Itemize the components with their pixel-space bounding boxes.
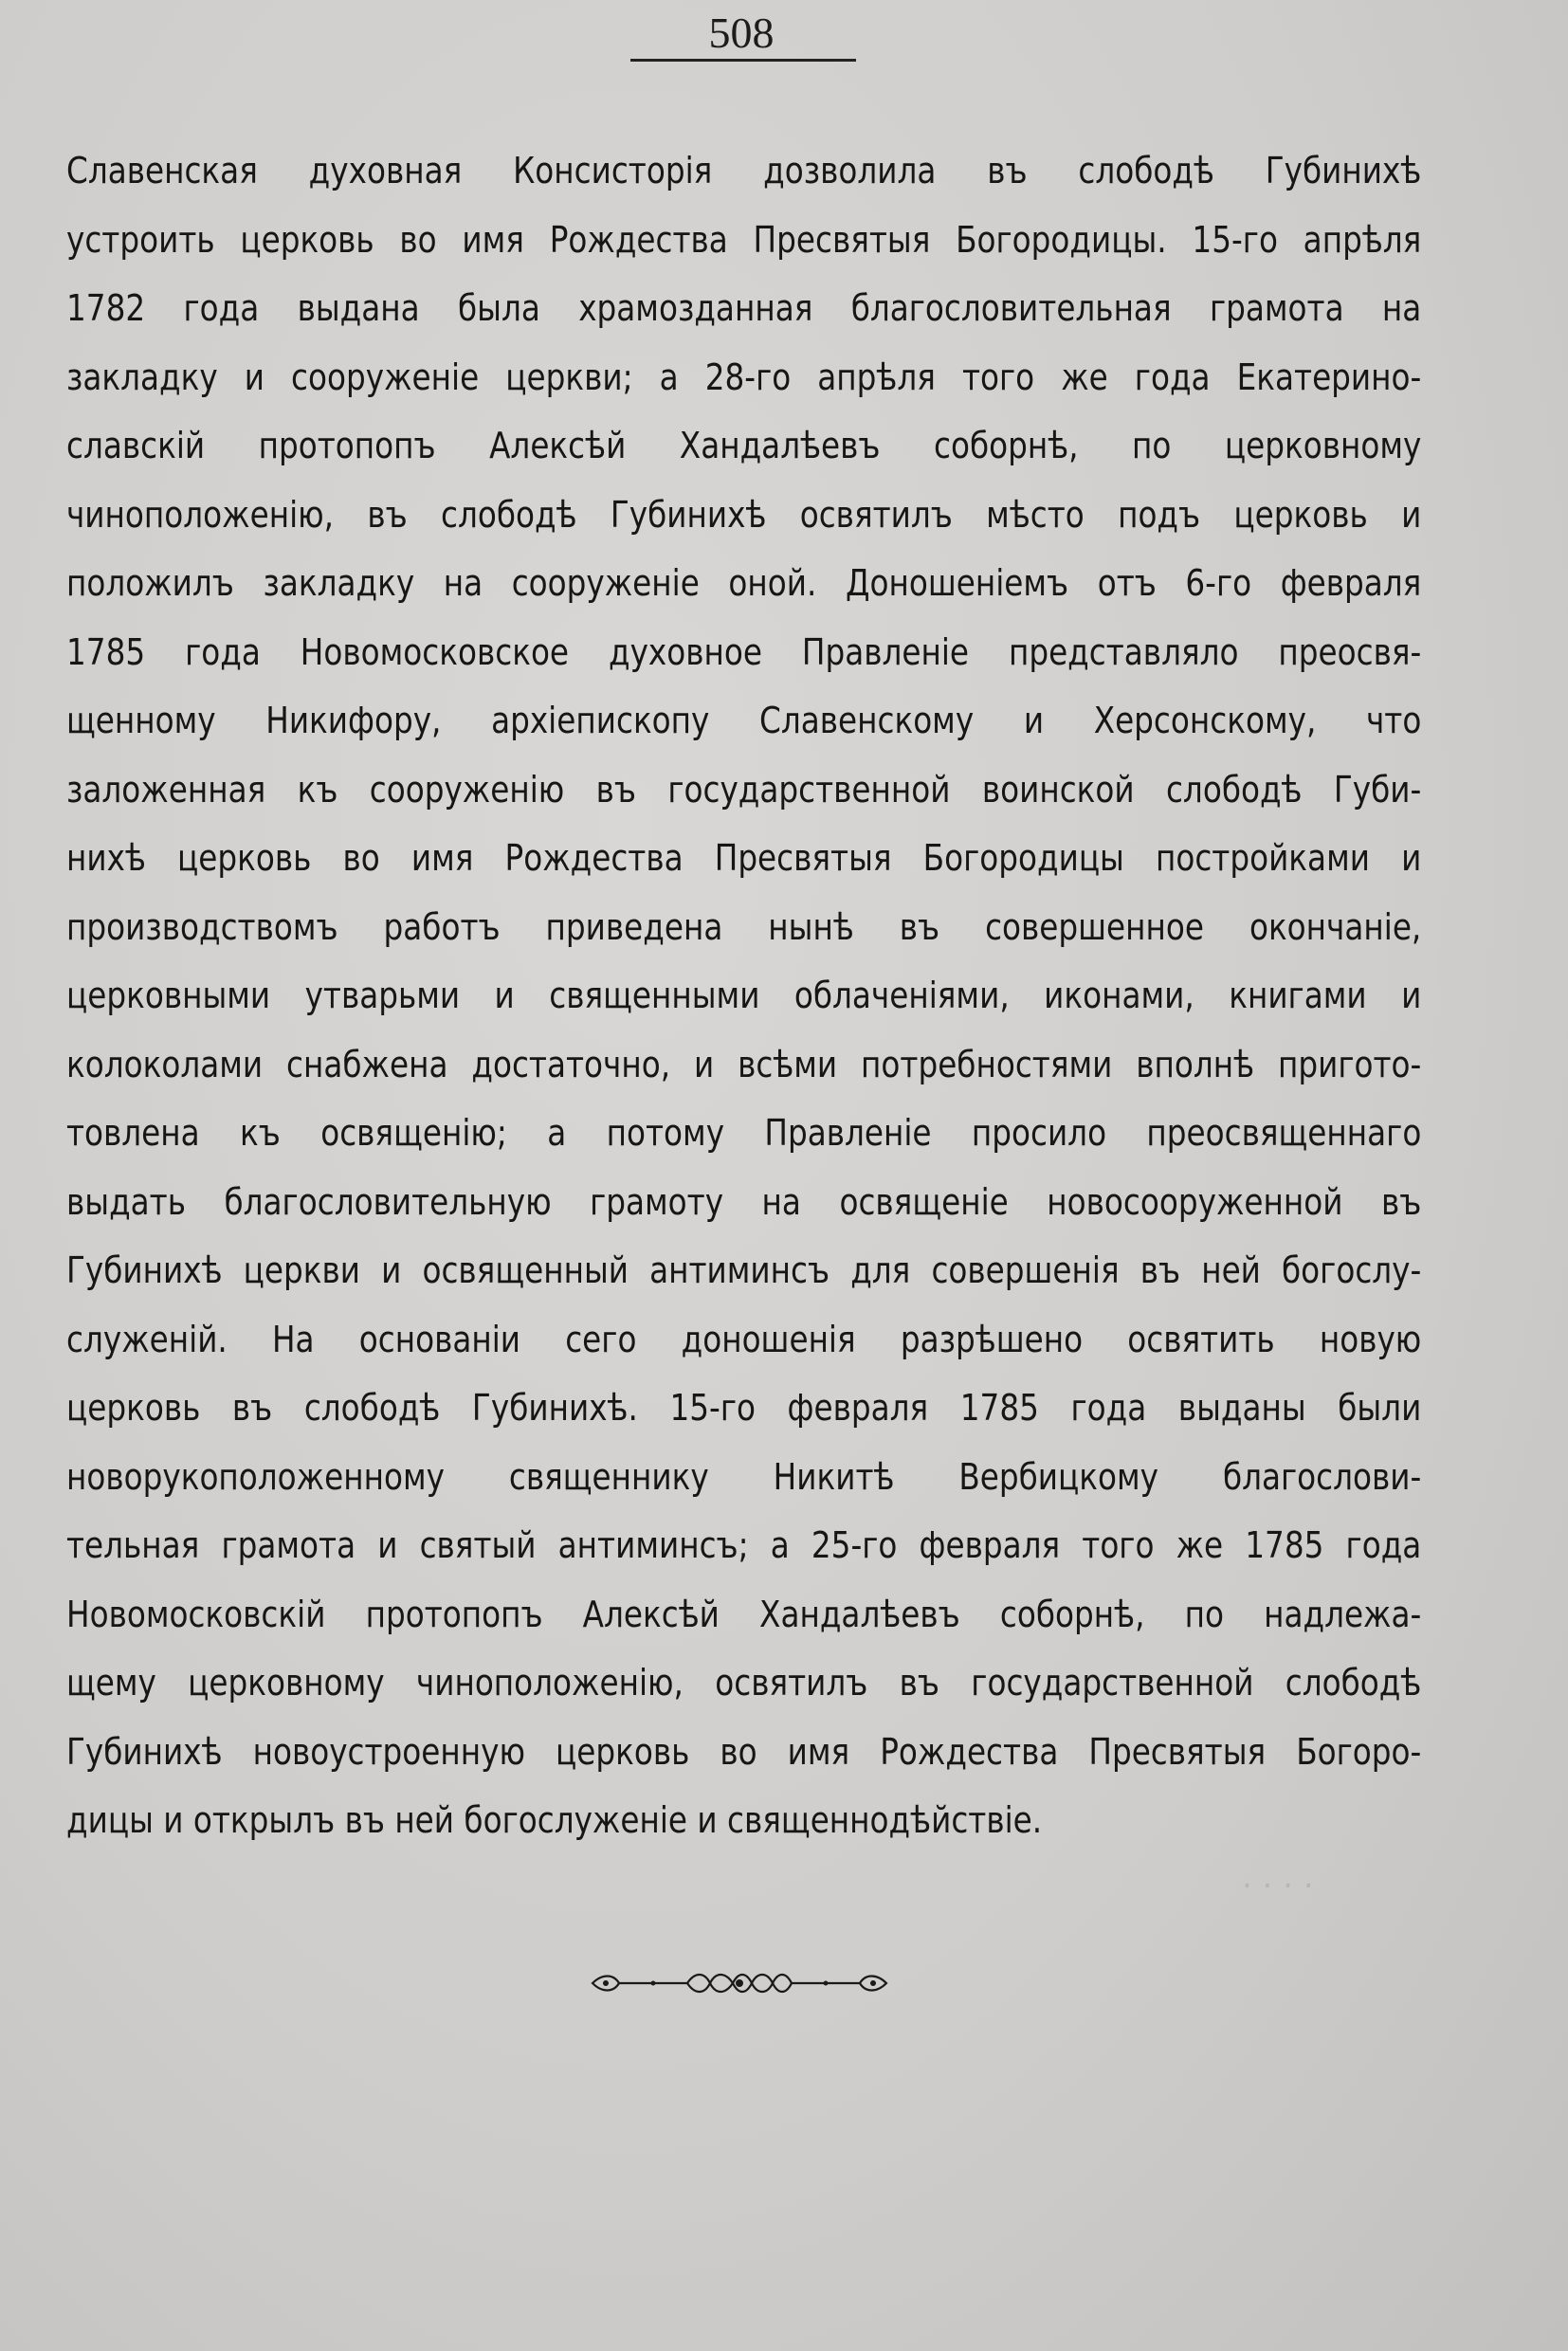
page-number: 508 <box>708 9 775 57</box>
text-line: тельная грамота и святый антиминсъ; а 25-го февраля того же 1785 года <box>66 1524 1422 1566</box>
text-line: служеній. На основаніи сего доношенія разрѣшено освятить новую <box>66 1318 1422 1360</box>
text-line: товлена къ освященію; а потому Правленіе просило преосвященнаго <box>66 1112 1422 1154</box>
ornament-divider-icon <box>583 1964 896 2002</box>
text-line: щенному Никифору, архіепископу Славенскому и Херсонскому, что <box>66 700 1422 741</box>
text-line: щему церковному чиноположенію, освятилъ въ государственной слободѣ <box>66 1662 1422 1704</box>
text-line: Славенская духовная Консисторія дозволила въ слободѣ Губинихѣ <box>66 150 1422 191</box>
text-line: чиноположенію, въ слободѣ Губинихѣ освятилъ мѣсто подъ церковь и <box>66 493 1422 536</box>
text-line: нихѣ церковь во имя Рождества Пресвятыя Богородицы постройками и <box>66 837 1422 879</box>
body-paragraph <box>66 137 1421 1855</box>
text-line: заложенная къ сооруженію въ государственной воинской слободѣ Губи- <box>66 768 1422 811</box>
text-line: устроить церковь во имя Рождества Пресвятыя Богородицы. 15-го апрѣля <box>66 218 1422 261</box>
text-line: выдать благословительную грамоту на освященіе новосооруженной въ <box>66 1180 1422 1223</box>
text-line: Новомосковскій протопопъ Алексѣй Хандалѣевъ соборнѣ, по надлежа- <box>66 1593 1422 1635</box>
text-line: Губинихѣ новоустроенную церковь во имя Рождества Пресвятыя Богоро- <box>66 1730 1422 1773</box>
text-line: производствомъ работъ приведена нынѣ въ совершенное окончаніе, <box>66 905 1422 948</box>
text-line: 1782 года выдана была храмозданная благословительная грамота на <box>66 287 1422 329</box>
text-line: церковь въ слободѣ Губинихѣ. 15-го февраля 1785 года выданы были <box>66 1387 1422 1429</box>
text-line: положилъ закладку на сооруженіе оной. Доношеніемъ отъ 6-го февраля <box>66 562 1422 604</box>
text-line: славскій протопопъ Алексѣй Хандалѣевъ соборнѣ, по церковному <box>66 425 1422 466</box>
text-line: новорукоположенному священнику Никитѣ Вербицкому благослови- <box>66 1455 1422 1498</box>
text-line: дицы и открылъ въ ней богослуженіе и священнодѣйствіе. <box>66 1799 1043 1841</box>
text-line: церковными утварьми и священными облаченіями, иконами, книгами и <box>66 975 1422 1016</box>
text-line: колоколами снабжена достаточно, и всѣми потребностями вполнѣ пригото- <box>66 1043 1422 1085</box>
text-line: закладку и сооруженіе церкви; а 28-го апрѣля того же года Екатерино- <box>66 355 1422 398</box>
text-line: Губинихѣ церкви и освященный антиминсъ для совершенія въ ней богослу- <box>66 1249 1422 1291</box>
show-through-text: . . . . <box>1242 1858 1314 1896</box>
page-number-rule <box>630 59 856 62</box>
text-line: 1785 года Новомосковское духовное Правленіе представляло преосвя- <box>66 630 1422 673</box>
